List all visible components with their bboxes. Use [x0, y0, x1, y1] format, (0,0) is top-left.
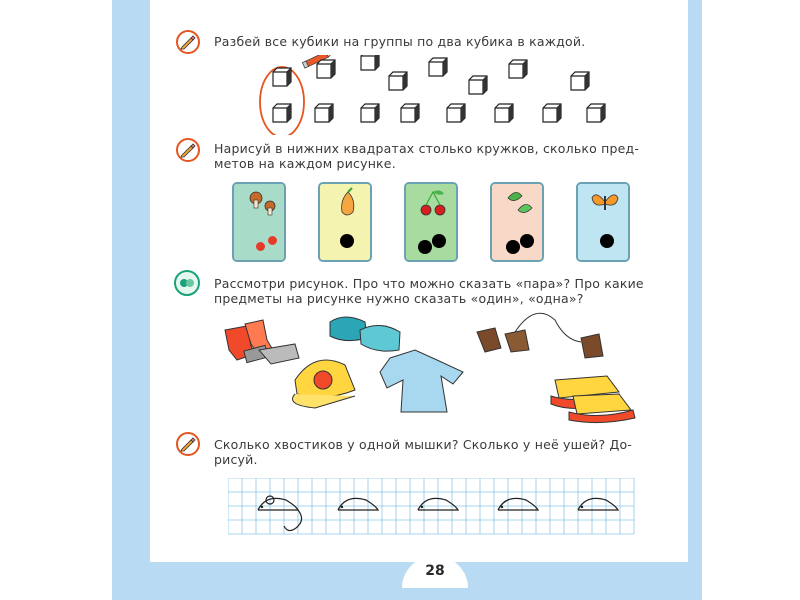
- page-number: 28: [425, 563, 445, 579]
- answer-dot: [520, 234, 534, 248]
- answer-dot: [506, 240, 520, 254]
- cube: [273, 104, 291, 122]
- cube: [587, 104, 605, 122]
- socks-drawing: [225, 320, 299, 364]
- mouse-outline: [498, 498, 538, 510]
- mouse-outline: [258, 496, 302, 531]
- answer-dot: [600, 234, 614, 248]
- task-2-line-2: метов на каждом рисунке.: [214, 156, 396, 171]
- cube: [273, 68, 291, 86]
- cube: [361, 55, 379, 70]
- mushrooms-picture: [234, 184, 286, 222]
- cube: [389, 72, 407, 90]
- cube: [361, 104, 379, 122]
- domino-card: [404, 182, 458, 262]
- cube: [571, 72, 589, 90]
- pear-picture: [320, 184, 372, 222]
- shoes-drawing: [551, 376, 635, 423]
- leaves-picture: [492, 184, 544, 222]
- cube: [317, 60, 335, 78]
- cap-drawing: [293, 360, 356, 408]
- pencil-icon: [176, 432, 200, 456]
- domino-card: [490, 182, 544, 262]
- task-4-line-1: Сколько хвостиков у одной мышки? Сколько у неё ушей? До-: [214, 437, 633, 452]
- cube: [447, 104, 465, 122]
- pair-icon: [174, 270, 200, 296]
- page-frame-right: [688, 0, 702, 600]
- domino-card: [318, 182, 372, 262]
- cube: [509, 60, 527, 78]
- cube: [315, 104, 333, 122]
- page-frame-left: [112, 0, 152, 600]
- domino-card: [576, 182, 630, 262]
- answer-dot: [432, 234, 446, 248]
- task-1-text: Разбей все кубики на группы по два кубика в каждой.: [214, 34, 586, 49]
- task-3-line-1: Рассмотри рисунок. Про что можно сказать «пара»? Про какие: [214, 276, 644, 291]
- task-2-line-1: Нарисуй в нижних квадратах столько кружков, сколько пред-: [214, 141, 640, 156]
- mice-grid: [228, 478, 638, 536]
- shirt-drawing: [380, 350, 463, 412]
- answer-dot: [418, 240, 432, 254]
- cube: [543, 104, 561, 122]
- cube: [469, 76, 487, 94]
- answer-dot: [256, 242, 265, 251]
- clothing-illustration: [215, 310, 675, 425]
- slippers-drawing: [330, 317, 400, 351]
- answer-dot: [340, 234, 354, 248]
- task-3-line-2: предметы на рисунке нужно сказать «один», «одна»?: [214, 291, 584, 306]
- mittens-drawing: [477, 313, 603, 358]
- task-4-line-2: рисуй.: [214, 452, 258, 467]
- cubes-illustration: [250, 55, 620, 135]
- mouse-outline: [338, 498, 378, 510]
- answer-dot: [268, 236, 277, 245]
- cube: [401, 104, 419, 122]
- cube: [495, 104, 513, 122]
- pencil-icon: [176, 30, 200, 54]
- cube: [429, 58, 447, 76]
- mouse-outline: [578, 498, 618, 510]
- cherries-picture: [406, 184, 458, 222]
- pencil-icon: [176, 138, 200, 162]
- domino-card: [232, 182, 286, 262]
- butterfly-picture: [578, 184, 630, 222]
